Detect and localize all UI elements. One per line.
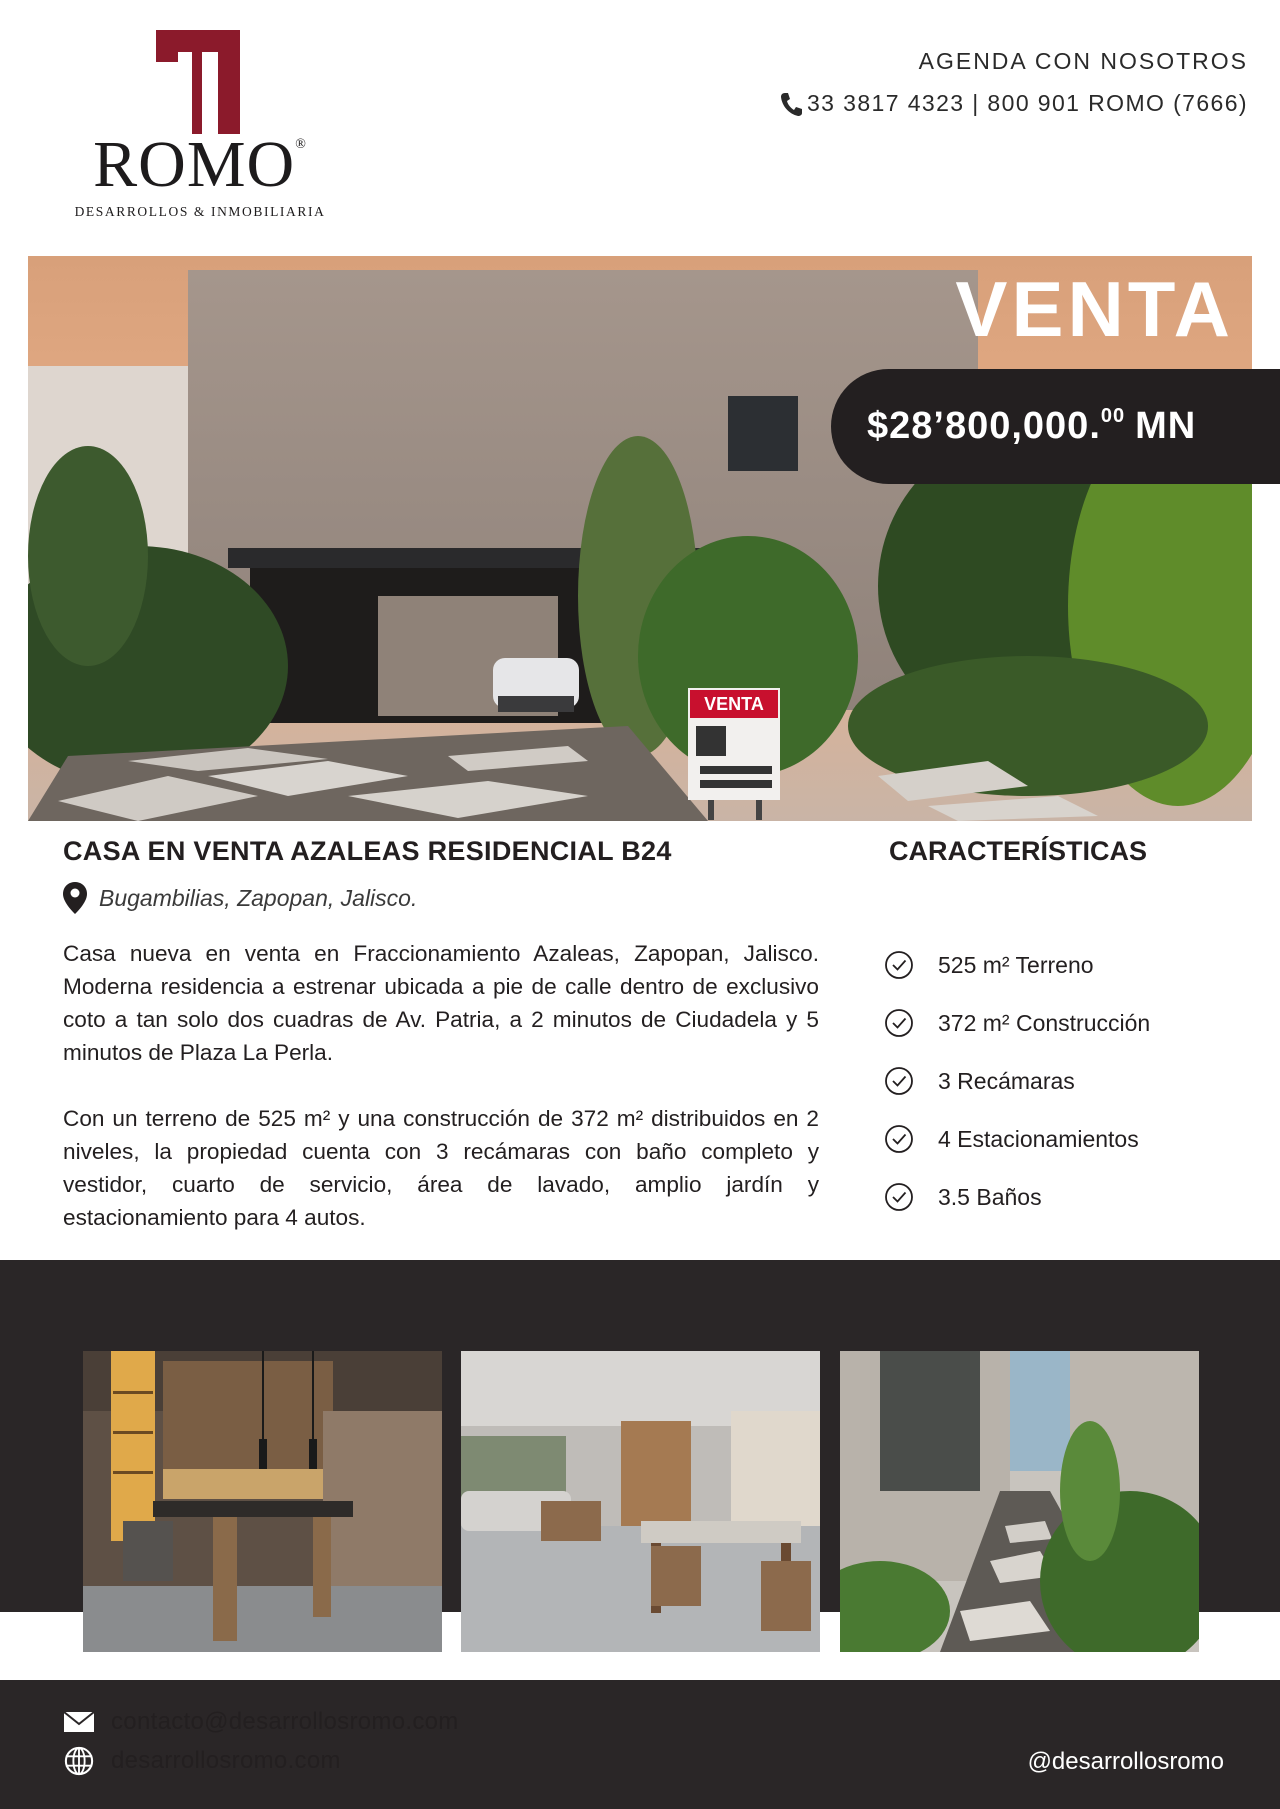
footer-social-handle[interactable]: @desarrollosromo bbox=[1027, 1748, 1224, 1775]
footer-website[interactable] bbox=[63, 1746, 341, 1776]
feature-item: 3 Recámaras bbox=[884, 1052, 1150, 1110]
check-circle-icon bbox=[884, 1066, 914, 1096]
envelope-icon bbox=[63, 1707, 95, 1737]
gallery-photo-dining bbox=[461, 1351, 820, 1652]
feature-item: 372 m² Construcción bbox=[884, 994, 1150, 1052]
check-circle-icon bbox=[884, 1182, 914, 1212]
website-text: desarrollosromo.com bbox=[111, 1747, 341, 1774]
location-text: Bugambilias, Zapopan, Jalisco. bbox=[99, 884, 418, 911]
check-circle-icon bbox=[884, 1124, 914, 1154]
phone-number: 33 3817 4323 | 800 901 ROMO (7666) bbox=[806, 90, 1248, 116]
footer bbox=[0, 1680, 1280, 1809]
email-text: contacto@desarrollosromo.com bbox=[111, 1708, 459, 1735]
brand-name: ROMO® bbox=[93, 128, 307, 201]
globe-icon bbox=[63, 1746, 95, 1776]
phone-contact[interactable] bbox=[779, 90, 1248, 117]
price-tag bbox=[831, 369, 1280, 484]
gallery-photo-kitchen bbox=[83, 1351, 442, 1652]
for-sale-sign-text: VENTA bbox=[704, 694, 764, 714]
check-circle-icon bbox=[884, 1008, 914, 1038]
romo-logo-mark-icon bbox=[156, 30, 242, 134]
price-cents: 00 bbox=[1100, 405, 1126, 427]
features-title: CARACTERÍSTICAS bbox=[889, 836, 1148, 866]
feature-item: 525 m² Terreno bbox=[884, 936, 1150, 994]
description-paragraph-1: Casa nueva en venta en Fraccionamiento Azaleas, Zapopan, Jalisco. Moderna residencia a estrenar ubicada a pie de calle dentro de exclusivo coto a tan solo dos cuadras de Av. Patria, a 2 minutos de Ciudadela y 5 minutos de Plaza La Perla. bbox=[63, 941, 819, 1065]
check-circle-icon bbox=[884, 950, 914, 980]
brand-logo bbox=[50, 28, 350, 228]
agenda-label: AGENDA CON NOSOTROS bbox=[918, 48, 1248, 74]
footer-email[interactable] bbox=[63, 1707, 459, 1737]
price-currency: MN bbox=[1135, 405, 1197, 447]
price-main: $28’800,000. bbox=[867, 405, 1101, 447]
listing-title: CASA EN VENTA AZALEAS RESIDENCIAL B24 bbox=[63, 836, 672, 866]
feature-item: 4 Estacionamientos bbox=[884, 1110, 1150, 1168]
features-list bbox=[884, 936, 1150, 1226]
listing-location bbox=[63, 882, 417, 914]
gallery-photo-garden bbox=[840, 1351, 1199, 1652]
location-pin-icon bbox=[63, 882, 87, 914]
description-paragraph-2: Con un terreno de 525 m² y una construcción de 372 m² distribuidos en 2 niveles, la propiedad cuenta con 3 recámaras con baño completo y vestidor, cuarto de servicio, área de lavado, amplio jardín y estacionamiento para 4 autos. bbox=[63, 1106, 819, 1230]
venta-badge: VENTA bbox=[955, 265, 1234, 353]
brand-tagline: DESARROLLOS & INMOBILIARIA bbox=[74, 204, 326, 219]
phone-icon bbox=[779, 91, 803, 117]
feature-item: 3.5 Baños bbox=[884, 1168, 1150, 1226]
